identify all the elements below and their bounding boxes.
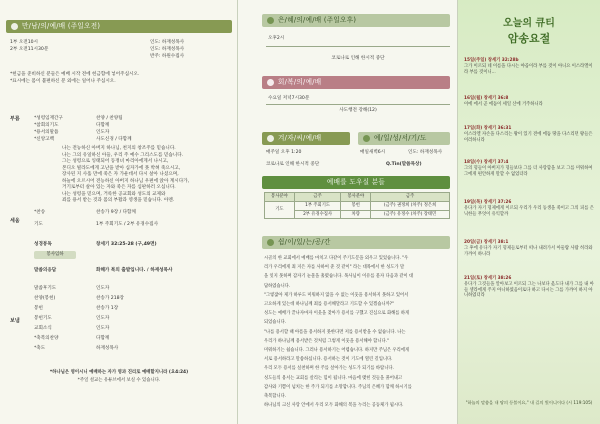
qt-title-line2: 암송요절 bbox=[507, 32, 551, 45]
verse-text: 이에 에서 곧 에돔이 세일 산에 거주하니라 bbox=[464, 101, 543, 107]
header-text: 예배를 도우실 분들 bbox=[326, 178, 386, 186]
header-text: 은/혜/의/예/배 (주일오후) bbox=[278, 16, 357, 24]
table-head: 금주 bbox=[371, 193, 450, 202]
recovery-note: 사도행전 강해(12) bbox=[339, 108, 377, 113]
order-detail: 찬양 / 찬양팀 bbox=[96, 116, 123, 121]
right-panel bbox=[458, 0, 600, 424]
table-head: 봉사분야 bbox=[265, 193, 295, 202]
essay-line: 미워하기는 쉽습니다. 그러나 용서하기는 어렵습니다. 하지만 주님은 우리에게 bbox=[264, 348, 410, 354]
section-name-send: 보냄 bbox=[10, 318, 20, 324]
table-cell: 1부 주회기도 bbox=[294, 201, 341, 210]
order-detail: 인도자 bbox=[96, 316, 110, 321]
essay-line: 하나님의 크신 사랑 안에서 우리 모두 화해의 복을 누리는 공동체가 됩시다. bbox=[264, 403, 404, 409]
essay-line: 우리 모두 용서를 실천하며 한 주를 살아가는 성도가 되기를 바랍니다. bbox=[264, 366, 394, 372]
essay-line: "그렇잖아 제가 하루도 미워하지 않을 수 없는 이웃을 용서하지 못하고 있어서 bbox=[264, 292, 409, 298]
sermon-title: 화해가 복의 출발입니다. / 하재성목사 bbox=[96, 268, 173, 273]
creed-line: 거기로부터 살아 있는 자와 죽은 자를 심판하러 오십니다. bbox=[62, 185, 176, 190]
bullet-icon bbox=[267, 135, 274, 142]
divider bbox=[266, 46, 450, 47]
verse-text: 그가 이르되 네 이름을 다시는 야곱이라 부를 것이 아니요 이스라엘이라 부를 것이니... bbox=[464, 63, 593, 75]
creed-line: 나는 전능하신 아버지 하나님, 천지의 창조주를 믿습니다. bbox=[62, 146, 176, 151]
order-detail: 인도자 bbox=[96, 286, 110, 291]
order-item: 교회소식 bbox=[34, 326, 52, 331]
table-head: 봉사분야 bbox=[341, 193, 371, 202]
verse-card bbox=[464, 276, 594, 299]
essay-line: 되었습니다. bbox=[264, 320, 287, 326]
prayer-time: 매일새벽6시 bbox=[360, 150, 386, 155]
afternoon-time: 오후2시 bbox=[268, 36, 285, 41]
bullet-icon bbox=[267, 239, 274, 246]
section-header-mustard bbox=[262, 132, 350, 145]
verse-text: 이스라엘 자손을 다스리는 왕이 있기 전에 에돔 땅을 다스리던 왕들은 이러하니라 bbox=[464, 131, 593, 143]
verse-card bbox=[464, 58, 594, 75]
table-row bbox=[265, 193, 450, 202]
left-panel bbox=[0, 0, 238, 424]
essay-line: 답하였습니다. bbox=[264, 283, 291, 289]
order-detail: 인도자 bbox=[96, 326, 110, 331]
essay-line: 축복합니다. bbox=[264, 394, 287, 400]
helpers-table bbox=[264, 192, 450, 219]
verse-text: 그의 형들이 아버지가 형들보다 그를 더 사랑함을 보고 그를 미워하여 그에게 편안하게 말할 수 없었더라 bbox=[464, 165, 593, 177]
order-detail: 1부 주회기도 / 2부 유경수집사 bbox=[96, 222, 159, 227]
order-item: *찬송 bbox=[34, 210, 46, 215]
table-cell: 기도 bbox=[265, 201, 295, 219]
order-detail: 사도신경 / 다함께 bbox=[96, 137, 132, 142]
verse-ref: 15일(주일) 창세기 32:28b bbox=[464, 58, 519, 63]
creed-line: 나는 성령을 믿으며, 거룩한 공교회와 성도의 교제와 bbox=[62, 191, 166, 197]
verse-ref: 19일(목) 창세기 37:26 bbox=[464, 200, 512, 205]
table-cell: 차량 bbox=[341, 210, 371, 219]
essay-line: 시골의 한 교회에서 예배를 마치고 다같이 주기도문을 외우고 있었습니다. "우 bbox=[264, 256, 409, 261]
reading-tag: 봉사임하 bbox=[34, 251, 76, 259]
order-detail: 찬송가 9장 / 다함께 bbox=[96, 210, 136, 215]
verse-card bbox=[464, 126, 594, 143]
verse-ref: 18일(수) 창세기 37:4 bbox=[464, 160, 509, 165]
essay-line: 을 잇지 못하며 갑자기 눈물을 흘렸습니다. 목사님이 이유를 묻자 다음과 같이 대 bbox=[264, 274, 414, 280]
verse-ref: 21일(토) 창세기 38:26 bbox=[464, 276, 512, 281]
creed-line: 그는 성령으로 잉태되어 동정녀 마리아에게서 나시고, bbox=[62, 159, 169, 164]
order-item: *참회의기도 bbox=[34, 123, 59, 128]
footer-verse: *하나님은 영이시니 예배하는 자가 영과 진리로 예배할지니라 (요4:24) bbox=[49, 370, 189, 375]
prayer-note: Q.Tin(말씀묵상) bbox=[386, 162, 422, 167]
recovery-time: 수요일 저녁7시30분 bbox=[268, 96, 310, 101]
verse-card bbox=[464, 200, 594, 217]
service-time-2: 2부 오전11시30분 bbox=[10, 47, 49, 52]
order-detail: 창세기 32:25-28 (구,49면) bbox=[96, 242, 157, 247]
creed-line: 장사된 지 사흘 만에 죽은 자 가운데서 다시 살아 나셨으며, bbox=[62, 172, 179, 177]
essay-text bbox=[264, 254, 452, 410]
order-detail: 찬송가 1장 bbox=[96, 306, 119, 311]
order-item: 찬양(봉헌) bbox=[34, 296, 56, 301]
header-text: 쉼/이/있/는/공/간 bbox=[278, 238, 331, 246]
essay-line: 성도들의 용서는 교회를 살리는 힘이 됩니다. 마음에 맺힌 것들을 풀어내고 bbox=[264, 375, 403, 381]
essay-line: 리가 우리에게 죄 지은 자를 사하여 준 것 같이" 라는 대목에서 한 성도가 말 bbox=[264, 265, 405, 271]
essay-line: 성도는 예배가 끝나자마자 이웃을 찾아가 용서를 구했고 진심으로 화해를 하게 bbox=[264, 311, 410, 317]
service-time-1: 1부 오전10시 bbox=[10, 40, 38, 45]
order-item: *성령임재간구 bbox=[34, 116, 63, 121]
verse-ref: 16일(월) 창세기 36:8 bbox=[464, 96, 509, 101]
order-detail: 다함께 bbox=[96, 336, 110, 341]
order-item: *축도 bbox=[34, 346, 46, 351]
order-detail: 다함께 bbox=[96, 123, 110, 128]
order-item: 말씀의응답 bbox=[34, 268, 57, 273]
essay-line: 감사와 기쁨이 넘치는 한 주가 되기를 소망합니다. 주님의 은혜가 함께 하시기를 bbox=[264, 384, 412, 390]
verse-card bbox=[464, 96, 594, 108]
footer-note: *주일 설교는 유튜브에서 보실 수 있습니다. bbox=[77, 378, 161, 383]
section-header-morning bbox=[6, 20, 232, 33]
qt-title-line1: 오늘의 큐티 bbox=[503, 18, 555, 29]
section-name-raise: 세움 bbox=[10, 218, 20, 224]
creed-line: 하늘에 오르시어 전능하신 아버지 하나님 우편에 앉아 계시다가, bbox=[62, 178, 190, 184]
order-item: 성경봉독 bbox=[34, 242, 52, 247]
notice-1: *헌금을 준비하신 분들은 예배 시작 전에 헌금함에 넣어주십시오. bbox=[10, 72, 140, 77]
order-item: *신앙고백 bbox=[34, 137, 55, 142]
table-cell: 봉헌 bbox=[341, 201, 371, 210]
essay-line: "나를 용서할 때 아픔을 용서하지 못한다면 저를 용서받을 수 없습니다. 나는 bbox=[264, 329, 406, 335]
order-detail: 찬송가 218장 bbox=[96, 296, 124, 301]
verse-card bbox=[464, 160, 594, 177]
creed-line: 본디오 빌라도에게 고난을 받아 십자가에 못 박혀 죽으시고, bbox=[62, 165, 181, 171]
table-head: 금주 bbox=[294, 193, 341, 202]
verse-ref: 20일(금) 창세기 38:1 bbox=[464, 240, 509, 245]
creed-line: 죄를 용서 받는 것과 몸의 부활과 영생을 믿습니다. 아멘. bbox=[62, 198, 175, 203]
service-role-1: 인도: 하재성목사 bbox=[150, 40, 185, 45]
section-header-recovery bbox=[262, 76, 450, 89]
afternoon-note: 코로나로 인해 한시적 중단 bbox=[331, 56, 385, 61]
bullet-icon bbox=[267, 17, 274, 24]
order-detail: 인도자 bbox=[96, 130, 110, 135]
order-item: 말씀후기도 bbox=[34, 286, 57, 291]
essay-line: 고요하게 있는데 하나님께 죄를 용서해달라고 기도할 수 있겠습니까?" bbox=[264, 302, 395, 308]
right-footer: "하늘의 말씀을 내 땅의 등불이요," 내 길의 빛이니이다 (시 119:105) bbox=[465, 400, 593, 405]
essay-line: 우리가 하나님께 용서받은 것처럼 그렇게 이웃을 용서해야 합니다." bbox=[264, 338, 389, 344]
header-text: 만/남/의/예/배 (주일오전) bbox=[22, 22, 101, 30]
mustard-time: 매주일 오후 1:20 bbox=[266, 150, 302, 155]
order-item: 봉헌 bbox=[34, 306, 43, 311]
table-row bbox=[265, 201, 450, 210]
verse-text: 유다가 그것들을 알아보고 이르되 그는 나보다 옳도다 내가 그를 내 아들 셀라에게 주지 아니하였음이로다 하고 다시는 그를 가까이 하지 아니하였더라 bbox=[464, 281, 594, 299]
order-item: *축복의찬양 bbox=[34, 336, 59, 341]
section-header-prayer bbox=[358, 132, 450, 145]
verse-card bbox=[464, 240, 594, 257]
section-header-helpers bbox=[262, 176, 450, 189]
divider bbox=[266, 104, 450, 105]
service-role-2: 인도: 하재성목사 bbox=[150, 47, 185, 52]
header-text: 회/복/의/예/배 bbox=[278, 78, 322, 86]
essay-line: 서로 용서하라고 말씀하십니다. 용서하는 것이 기도에 열린 길입니다. bbox=[264, 357, 393, 363]
table-cell: (금주) 유정수 (차주) 장태민 bbox=[371, 210, 450, 219]
header-text: 겨/자/씨/예/배 bbox=[278, 134, 322, 142]
table-cell: 2부 유경수집사 bbox=[294, 210, 341, 219]
prayer-role: 인도: 하재성목사 bbox=[408, 150, 443, 155]
verse-text: 유다가 자기 형제에게 이르되 우리가 우리 동생을 죽이고 그의 피를 은닉한들 무엇이 유익할까 bbox=[464, 205, 594, 217]
verse-ref: 17일(화) 창세기 36:31 bbox=[464, 126, 512, 131]
section-header-rest bbox=[262, 236, 450, 249]
order-item: *용서의말씀 bbox=[34, 130, 59, 135]
order-item: 기도 bbox=[34, 222, 43, 227]
notice-2: *표시에는 몸이 불편하신 분 외에는 일어나 주십시오. bbox=[10, 79, 116, 84]
order-detail: 하재성목사 bbox=[96, 346, 119, 351]
creed-line: 나는 그의 유일하신 아들, 우리 주 예수 그리스도를 믿습니다. bbox=[62, 152, 184, 158]
header-text: 예/일/성/서/기/도 bbox=[374, 134, 427, 142]
service-role-3: 반주: 하원수집사 bbox=[150, 54, 185, 59]
order-item: 봉헌기도 bbox=[34, 316, 52, 321]
table-cell: (금주) 권정희 (차주) 정은희 bbox=[371, 201, 450, 210]
section-name-call: 부름 bbox=[10, 116, 20, 122]
bullet-icon bbox=[267, 79, 274, 86]
bullet-icon bbox=[363, 135, 370, 142]
section-header-afternoon bbox=[262, 14, 450, 27]
verse-text: 그 후에 유다가 자기 형제들로부터 떠나 내려가서 아둘람 사람 히라와 가까이 하니라 bbox=[464, 245, 593, 257]
mustard-note: 코로나로 인해 한시적 중단 bbox=[266, 162, 320, 167]
middle-panel bbox=[238, 0, 458, 424]
bullet-icon bbox=[11, 23, 18, 30]
